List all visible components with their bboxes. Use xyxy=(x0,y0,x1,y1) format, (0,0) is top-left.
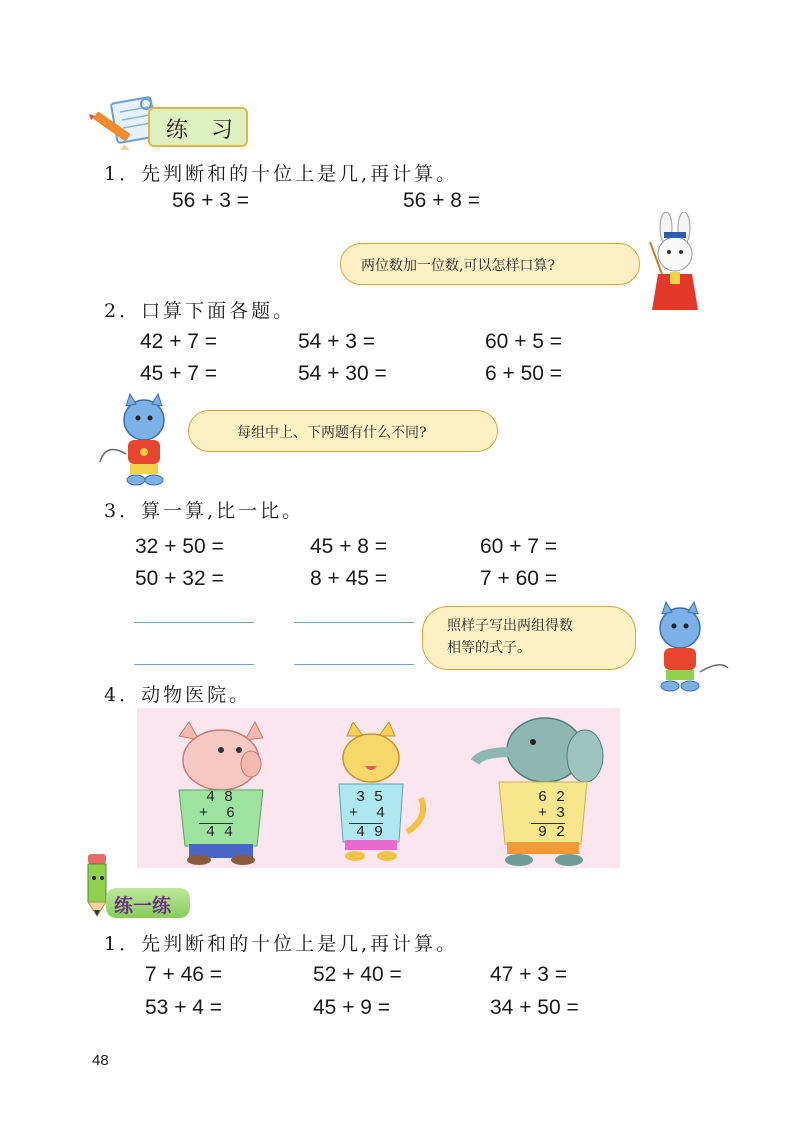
cat-calc-addend-1: 3 5 xyxy=(355,789,383,806)
q1-speech-bubble xyxy=(340,243,640,285)
rabbit-teacher-icon xyxy=(640,212,710,312)
q1-bubble-text: 两位数加一位数,可以怎样口算? xyxy=(361,258,555,274)
answer-blank-2[interactable] xyxy=(294,622,414,623)
practice-r1-c2: 52 + 40 = xyxy=(313,963,402,986)
cat-vertical-calc xyxy=(349,789,386,841)
elephant-calc-addend-2: + 3 xyxy=(537,805,565,822)
pig-calc-result: 4 4 xyxy=(205,824,233,841)
elephant-calc-addend-1: 6 2 xyxy=(537,789,565,806)
practice-label: 练一练 xyxy=(114,895,172,917)
elephant-calc-result: 9 2 xyxy=(537,824,565,841)
question-4-title: 4．动物医院。 xyxy=(104,684,252,706)
q2-r1-c1: 42 + 7 = xyxy=(140,330,218,353)
practice-question-1-title: 1．先判断和的十位上是几,再计算。 xyxy=(104,933,459,955)
question-2-title: 2．口算下面各题。 xyxy=(104,300,296,322)
blue-cat-icon xyxy=(96,392,186,487)
q3-r1-c3: 60 + 7 = xyxy=(480,535,558,558)
q2-bubble-text: 每组中上、下两题有什么不同? xyxy=(237,425,427,441)
pig-calc-addend-1: 4 8 xyxy=(205,789,233,806)
animal-hospital-illustration xyxy=(137,708,620,868)
practice-r1-c3: 47 + 3 = xyxy=(490,963,568,986)
q1-equation-1: 56 + 3 = xyxy=(172,189,250,212)
q2-r1-c3: 60 + 5 = xyxy=(485,330,563,353)
q3-r1-c1: 32 + 50 = xyxy=(135,535,224,558)
cat-calc-result: 4 9 xyxy=(355,824,383,841)
pig-calc-addend-2: + 6 xyxy=(199,805,236,822)
answer-blank-3[interactable] xyxy=(134,664,254,665)
practice-r2-c1: 53 + 4 = xyxy=(145,996,223,1019)
pig-vertical-calc xyxy=(199,789,236,841)
answer-blank-4[interactable] xyxy=(294,664,414,665)
section-header-tab xyxy=(148,107,248,147)
q2-r2-c2: 54 + 30 = xyxy=(298,362,387,385)
practice-label-tab xyxy=(106,888,190,918)
q1-equation-2: 56 + 8 = xyxy=(403,189,481,212)
q3-r2-c2: 8 + 45 = xyxy=(310,567,388,590)
page-number: 48 xyxy=(92,1052,109,1069)
q3-speech-bubble xyxy=(422,606,636,670)
question-1-title: 1．先判断和的十位上是几,再计算。 xyxy=(104,163,459,185)
q3-r2-c1: 50 + 32 = xyxy=(135,567,224,590)
practice-r2-c2: 45 + 9 = xyxy=(313,996,391,1019)
q2-r2-c3: 6 + 50 = xyxy=(485,362,563,385)
q2-r1-c2: 54 + 3 = xyxy=(298,330,376,353)
q3-bubble-line-2: 相等的式子。 xyxy=(447,640,531,656)
practice-r1-c1: 7 + 46 = xyxy=(145,963,223,986)
cat-calc-addend-2: + 4 xyxy=(349,805,386,822)
question-3-title: 3．算一算,比一比。 xyxy=(104,500,305,522)
section-header-label: 练 习 xyxy=(166,118,241,143)
practice-r2-c3: 34 + 50 = xyxy=(490,996,579,1019)
blue-cat-icon-2 xyxy=(640,600,730,695)
answer-blank-1[interactable] xyxy=(134,622,254,623)
q3-bubble-line-1: 照样子写出两组得数 xyxy=(447,618,573,634)
elephant-vertical-calc xyxy=(531,790,565,841)
q2-r2-c1: 45 + 7 = xyxy=(140,362,218,385)
q3-r2-c3: 7 + 60 = xyxy=(480,567,558,590)
q3-r1-c2: 45 + 8 = xyxy=(310,535,388,558)
q2-speech-bubble xyxy=(188,410,498,452)
